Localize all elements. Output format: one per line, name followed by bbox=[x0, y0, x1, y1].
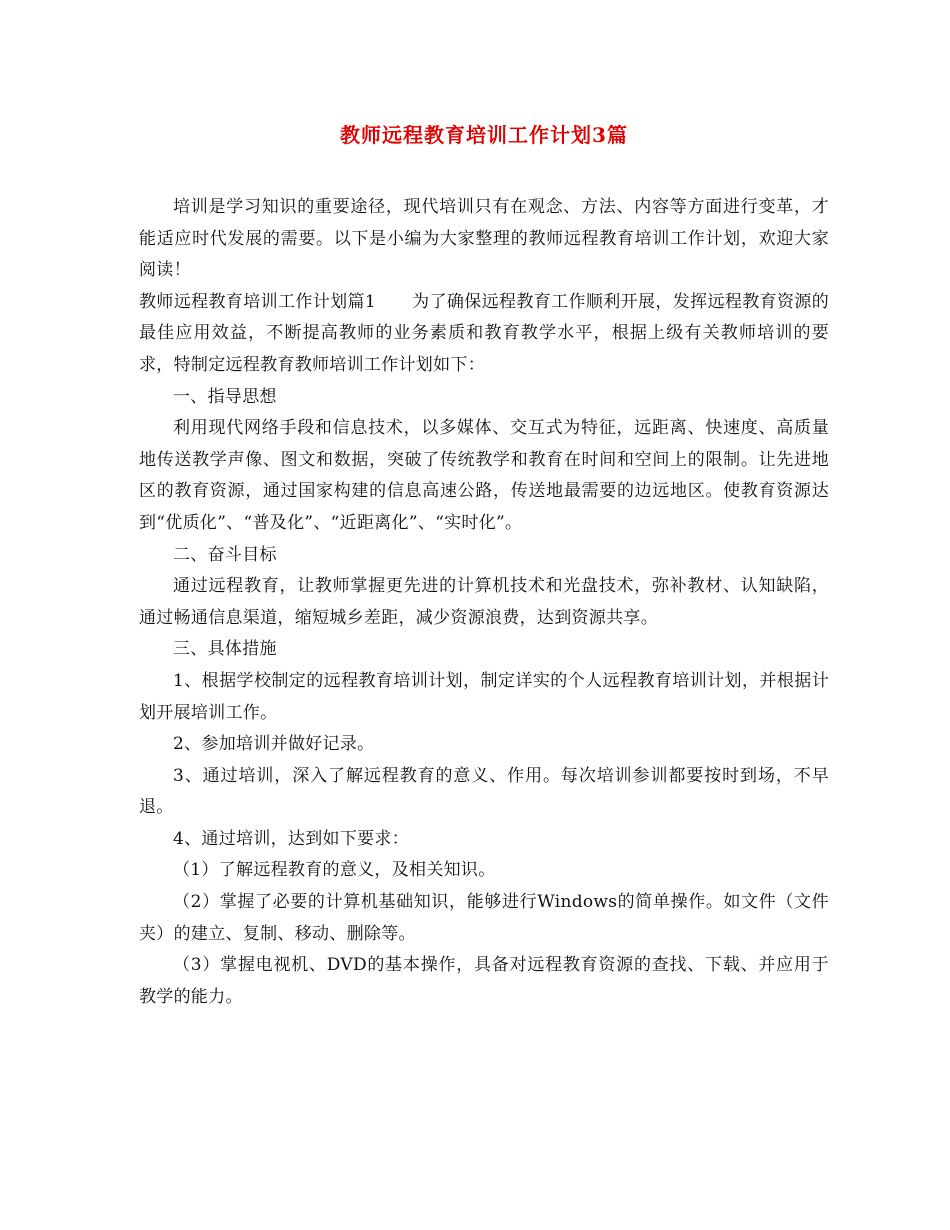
requirement-2: （2）掌握了必要的计算机基础知识，能够进行Windows的简单操作。如文件（文件夹）的建立、复制、移动、删除等。 bbox=[139, 892, 829, 944]
document-body bbox=[139, 192, 829, 1013]
part1-lead: 为了确保远程教育工作顺利开展，发挥远程教育资源的最佳应用效益，不断提高教师的业务素质和教育教学水平，根据上级有关教师培训的要求，特制定远程教育教师培训工作计划如下： bbox=[139, 291, 830, 375]
intro-paragraph: 培训是学习知识的重要途径，现代培训只有在观念、方法、内容等方面进行变革，才能适应时代发展的需要。以下是小编为大家整理的教师远程教育培训工作计划，欢迎大家阅读！ bbox=[139, 197, 829, 281]
requirement-1: （1）了解远程教育的意义，及相关知识。 bbox=[173, 860, 496, 881]
part1-paragraph bbox=[139, 287, 829, 382]
section1-heading: 一、指导思想 bbox=[173, 386, 277, 407]
measure-3: 3、通过培训，深入了解远程教育的意义、作用。每次培训参训都要按时到场，不早退。 bbox=[139, 765, 829, 818]
measure-1: 1、根据学校制定的远程教育培训计划，制定详实的个人远程教育培训计划，并根据计划开展培训工作。 bbox=[139, 670, 829, 723]
measure-4: 4、通过培训，达到如下要求： bbox=[173, 828, 410, 849]
document-title: 教师远程教育培训工作计划3篇 bbox=[340, 123, 628, 147]
part1-heading: 教师远程教育培训工作计划篇1 bbox=[139, 291, 376, 312]
measure-2: 2、参加培训并做好记录。 bbox=[173, 734, 375, 755]
section2-text: 通过远程教育，让教师掌握更先进的计算机技术和光盘技术，弥补教材、认知缺陷，通过畅通信息渠道，缩短城乡差距，减少资源浪费，达到资源共享。 bbox=[139, 576, 829, 628]
section1-text: 利用现代网络手段和信息技术，以多媒体、交互式为特征，远距离、快速度、高质量地传送教学声像、图文和数据，突破了传统教学和教育在时间和空间上的限制。让先进地区的教育资源，通过国家构建的信息高速公路，传送地最需要的边远地区。使教育资源达到“优质化”、“普及化”、“近距离化”、“实时化”。 bbox=[139, 418, 829, 533]
section3-heading: 三、具体措施 bbox=[173, 639, 277, 660]
section2-heading: 二、奋斗目标 bbox=[173, 544, 277, 565]
requirement-3: （3）掌握电视机、DVD的基本操作，具备对远程教育资源的查找、下载、并应用于教学的能力。 bbox=[139, 955, 829, 1007]
